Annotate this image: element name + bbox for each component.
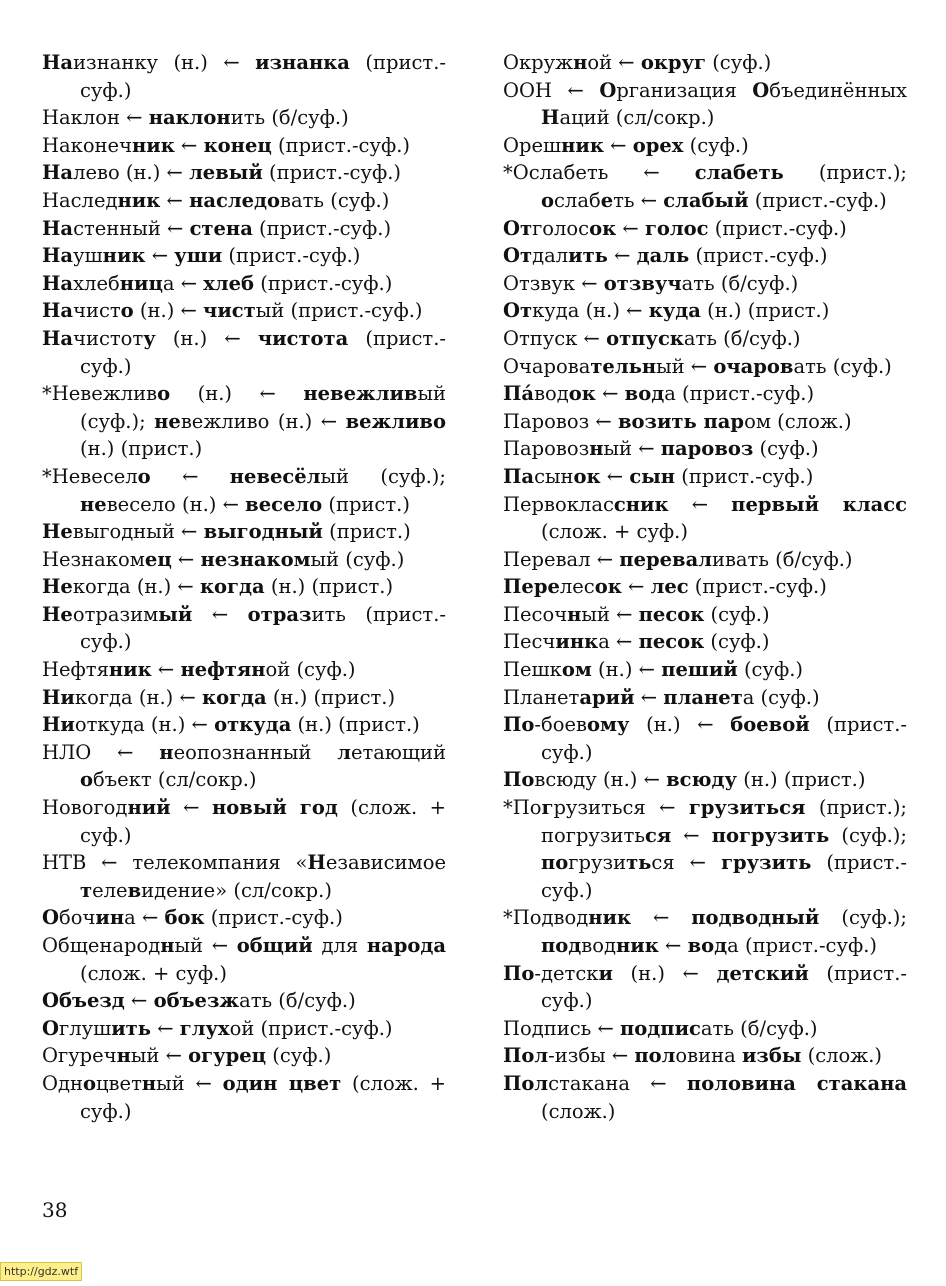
dictionary-entry: *Подводник ← подводный (суф.); подводник ← вода (прист.-суф.) xyxy=(503,906,907,957)
dictionary-entry: Очаровательный ← очаровать (суф.) xyxy=(503,354,892,378)
dictionary-entry: Нефтяник ← нефтяной (суф.) xyxy=(42,658,356,682)
dictionary-entry: *Невежливо (н.) ← невежливый (суф.); невежливо (н.) ← вежливо (н.) (прист.) xyxy=(42,382,446,461)
dictionary-entry: Никогда (н.) ← когда (н.) (прист.) xyxy=(42,685,396,709)
dictionary-entry: *Ослабеть ← слабеть (прист.); ослабеть ← слабый (прист.-суф.) xyxy=(503,161,907,212)
dictionary-entry: Откуда (н.) ← куда (н.) (прист.) xyxy=(503,299,830,323)
page-number: 38 xyxy=(42,1198,68,1222)
dictionary-entry: НЛО ← неопознанный летающий объект (сл/сокр.) xyxy=(42,740,446,792)
dictionary-entry: Некогда (н.) ← когда (н.) (прист.) xyxy=(42,575,394,599)
dictionary-entry: По-боевому (н.) ← боевой (прист.-суф.) xyxy=(503,713,907,764)
dictionary-entry: Первоклассник ← первый класс (слож. + суф.) xyxy=(503,492,907,544)
dictionary-entry: Одноцветный ← один цвет (слож. + суф.) xyxy=(42,1071,446,1123)
dictionary-entry: Отзвук ← отзвучать (б/суф.) xyxy=(503,271,799,295)
right-column xyxy=(503,49,907,1125)
dictionary-entry: Налево (н.) ← левый (прист.-суф.) xyxy=(42,161,402,185)
dictionary-entry: Наконечник ← конец (прист.-суф.) xyxy=(42,133,411,157)
dictionary-entry: Подпись ← подписать (б/суф.) xyxy=(503,1016,818,1040)
dictionary-entry: Новогодний ← новый год (слож. + суф.) xyxy=(42,796,446,847)
dictionary-entry: Пасынок ← сын (прист.-суф.) xyxy=(503,464,814,488)
dictionary-entry: Перелесок ← лес (прист.-суф.) xyxy=(503,575,827,599)
dictionary-entry: Обочина ← бок (прист.-суф.) xyxy=(42,906,343,930)
dictionary-entry: Отпуск ← отпускать (б/суф.) xyxy=(503,326,801,350)
watermark-link[interactable]: http://gdz.wtf xyxy=(0,1262,82,1281)
dictionary-entry: Орешник ← орех (суф.) xyxy=(503,133,749,157)
dictionary-entry: Объезд ← объезжать (б/суф.) xyxy=(42,989,356,1013)
dictionary-entry: Огуречный ← огурец (суф.) xyxy=(42,1044,332,1068)
dictionary-entry: Отдалить ← даль (прист.-суф.) xyxy=(503,244,828,268)
dictionary-entry: *Невесело ← невесёлый (суф.); невесело (н.) ← весело (прист.) xyxy=(42,464,446,516)
dictionary-entry: Нахлебница ← хлеб (прист.-суф.) xyxy=(42,271,393,295)
dictionary-entry: Оглушить ← глухой (прист.-суф.) xyxy=(42,1016,393,1040)
dictionary-entry: Паровоз ← возить паром (слож.) xyxy=(503,409,852,433)
dictionary-entry: Окружной ← округ (суф.) xyxy=(503,51,772,74)
dictionary-entry: Незнакомец ← незнакомый (суф.) xyxy=(42,547,405,571)
dictionary-entry: Планетарий ← планета (суф.) xyxy=(503,685,820,709)
dictionary-entry: Неотразимый ← отразить (прист.-суф.) xyxy=(42,602,446,654)
dictionary-entry: Невыгодный ← выгодный (прист.) xyxy=(42,520,411,544)
dictionary-entry: Песочный ← песок (суф.) xyxy=(503,602,770,626)
left-column xyxy=(42,49,446,1125)
dictionary-entry: Перевал ← переваливать (б/суф.) xyxy=(503,547,853,571)
dictionary-entry: Отголосок ← голос (прист.-суф.) xyxy=(503,216,847,240)
dictionary-entry: *Погрузиться ← грузиться (прист.); погрузиться ← погрузить (суф.); погрузиться ← грузить (прист.-суф.) xyxy=(503,796,908,902)
dictionary-entry: Полстакана ← половина стакана (слож.) xyxy=(503,1071,907,1123)
dictionary-entry: Пол-избы ← половина избы (слож.) xyxy=(503,1044,883,1068)
dictionary-entry: ООН ← Организация Объединённых Наций (сл/сокр.) xyxy=(503,78,907,130)
dictionary-entry: НТВ ← телекомпания «Независимое телевидение» (сл/сокр.) xyxy=(42,851,446,902)
dictionary-entry: Наклон ← наклонить (б/суф.) xyxy=(42,106,349,130)
dictionary-entry: Наушник ← уши (прист.-суф.) xyxy=(42,244,361,268)
dictionary-entry: Наследник ← наследовать (суф.) xyxy=(42,188,390,212)
dictionary-entry: Песчинка ← песок (суф.) xyxy=(503,630,770,654)
dictionary-entry: Наизнанку (н.) ← изнанка (прист.-суф.) xyxy=(42,51,447,102)
dictionary-entry: По-детски (н.) ← детский (прист.-суф.) xyxy=(503,961,907,1013)
dictionary-entry: Па́водок ← вода (прист.-суф.) xyxy=(503,382,815,406)
dictionary-entry: Общенародный ← общий для народа (слож. + суф.) xyxy=(42,934,446,985)
dictionary-entry: Паровозный ← паровоз (суф.) xyxy=(503,437,819,461)
dictionary-entry: Пешком (н.) ← пеший (суф.) xyxy=(503,658,804,682)
dictionary-entry: Начистоту (н.) ← чистота (прист.-суф.) xyxy=(42,326,446,378)
dictionary-entry: Ниоткуда (н.) ← откуда (н.) (прист.) xyxy=(42,713,420,737)
dictionary-entry: Начисто (н.) ← чистый (прист.-суф.) xyxy=(42,299,423,323)
dictionary-entry: Повсюду (н.) ← всюду (н.) (прист.) xyxy=(503,768,866,792)
dictionary-entry: Настенный ← стена (прист.-суф.) xyxy=(42,216,392,240)
